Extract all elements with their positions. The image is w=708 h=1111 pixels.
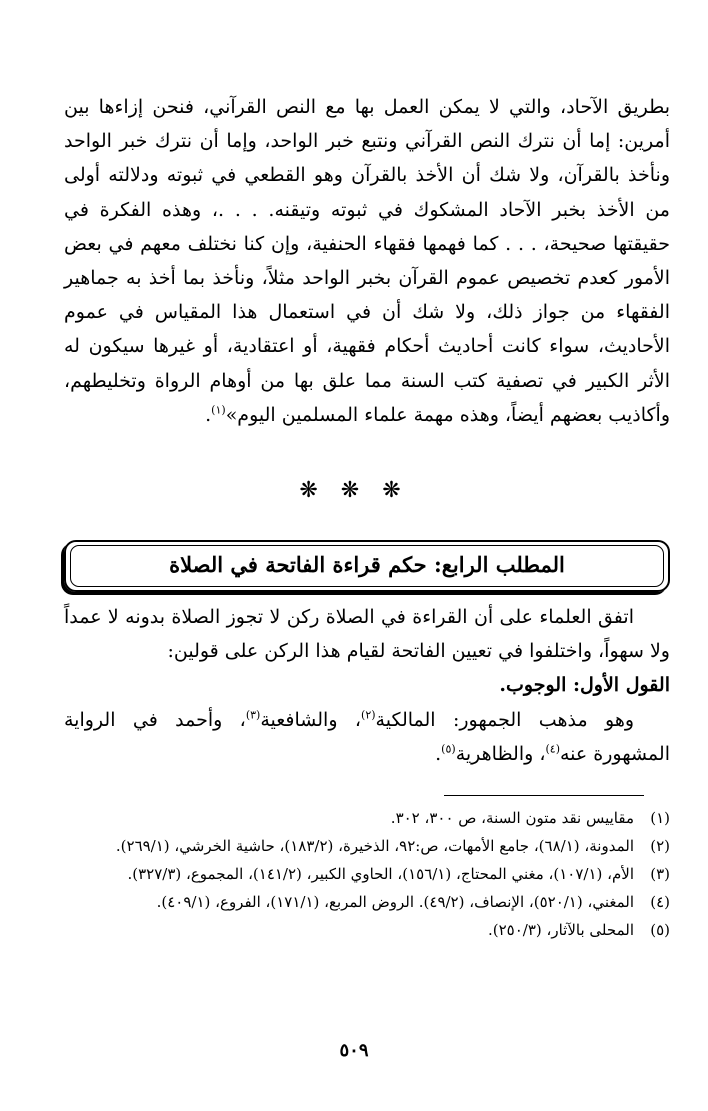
section-heading: المطلب الرابع: حكم قراءة الفاتحة في الصلاة xyxy=(169,552,565,577)
footnote-number: (٤) xyxy=(650,893,670,911)
footnote-ref-4: (٤) xyxy=(545,742,560,756)
first-opinion-heading: القول الأول: الوجوب. xyxy=(499,674,670,697)
opinion-part-4: ، والظاهرية xyxy=(455,742,546,765)
section-separator: ❋ ❋ ❋ xyxy=(299,478,409,503)
footnote-text: المحلى بالآثار، (٢٥٠/٣). xyxy=(488,921,634,939)
footnote-item xyxy=(64,916,670,944)
footnote-item xyxy=(64,888,670,916)
opinion-part-2: ، والشافعية xyxy=(260,708,362,731)
footnote-ref-5: (٥) xyxy=(441,742,456,756)
footnote-item xyxy=(64,860,670,888)
opinion-part-3: ، وأحمد في الرواية المشهورة عنه xyxy=(64,708,670,765)
footnote-number: (١) xyxy=(650,809,670,827)
page-number: ٥٠٩ xyxy=(339,1040,369,1061)
first-opinion-text xyxy=(64,703,670,771)
footnote-number: (٣) xyxy=(650,865,670,883)
footnote-text: الأم، (١٠٧/١)، مغني المحتاج، (١٥٦/١)، الحاوي الكبير، (١٤١/٢)، المجموع، (٣٢٧/٣). xyxy=(127,865,634,883)
footnote-text: مقاييس نقد متون السنة، ص ٣٠٠، ٣٠٢. xyxy=(390,809,634,827)
footnotes xyxy=(64,804,670,944)
footnote-ref-2: (٢) xyxy=(361,708,376,722)
paragraph-text: بطريق الآحاد، والتي لا يمكن العمل بها مع النص القرآني، فنحن إزاءها بين أمرين: إما أن نترك النص القرآني ونتبع خبر الواحد، وإما أن نترك خبر الواحد ونأخذ بالقرآن، ولا شك أن الأخذ بالقرآن وهو القطعي في ثبوته ودلالته أولى من الأخذ بخبر الآحاد المشكوك في ثبوته وتيقنه. . . .، وهذه الفكرة في حقيقتها صحيحة، . . . كما فهمها فقهاء الحنفية، وإن كنا نختلف معهم في بعض الأمور كعدم تخصيص عموم القرآن بخبر الواحد مثلاً، ونأخذ بما أخذ به جماهير الفقهاء من جواز ذلك، ولا شك أن في استعمال هذا المقياس في عموم الأحاديث، سواء كانت أحاديث أحكام فقهية، أو اعتقادية، أو غيرها سيكون له الأثر الكبير في تصفية كتب السنة مما علق بها من أوهام الرواة وتخليطهم، وأكاذيب بعضهم أيضاً، وهذه مهمة علماء المسلمين اليوم» xyxy=(64,96,670,426)
footnote-item xyxy=(64,832,670,860)
footnote-ref-1: (١) xyxy=(211,403,226,417)
footnote-divider xyxy=(444,795,644,796)
footnote-item xyxy=(64,804,670,832)
body-paragraph xyxy=(64,90,670,432)
footnote-ref-3: (٣) xyxy=(245,708,261,722)
footnote-text: المغني، (٥٢٠/١)، الإنصاف، (٤٩/٢). الروض المربع، (١٧١/١)، الفروع، (٤٠٩/١). xyxy=(156,893,634,911)
section-intro: اتفق العلماء على أن القراءة في الصلاة ركن لا تجوز الصلاة بدونه لا عمداً ولا سهواً، واختلفوا في تعيين الفاتحة لقيام هذا الركن على قولين: xyxy=(64,606,670,663)
paragraph-end: . xyxy=(205,403,212,426)
footnote-number: (٢) xyxy=(650,837,670,855)
opinion-part-5: . xyxy=(435,742,442,765)
footnote-number: (٥) xyxy=(650,921,670,939)
opinion-part-1: وهو مذهب الجمهور: المالكية xyxy=(375,708,635,731)
section-heading-frame xyxy=(64,540,670,592)
footnote-text: المدونة، (٦٨/١)، جامع الأمهات، ص:٩٢، الذخيرة، (١٨٣/٢)، حاشية الخرشي، (٢٦٩/١). xyxy=(115,837,634,855)
section-body xyxy=(64,600,670,771)
